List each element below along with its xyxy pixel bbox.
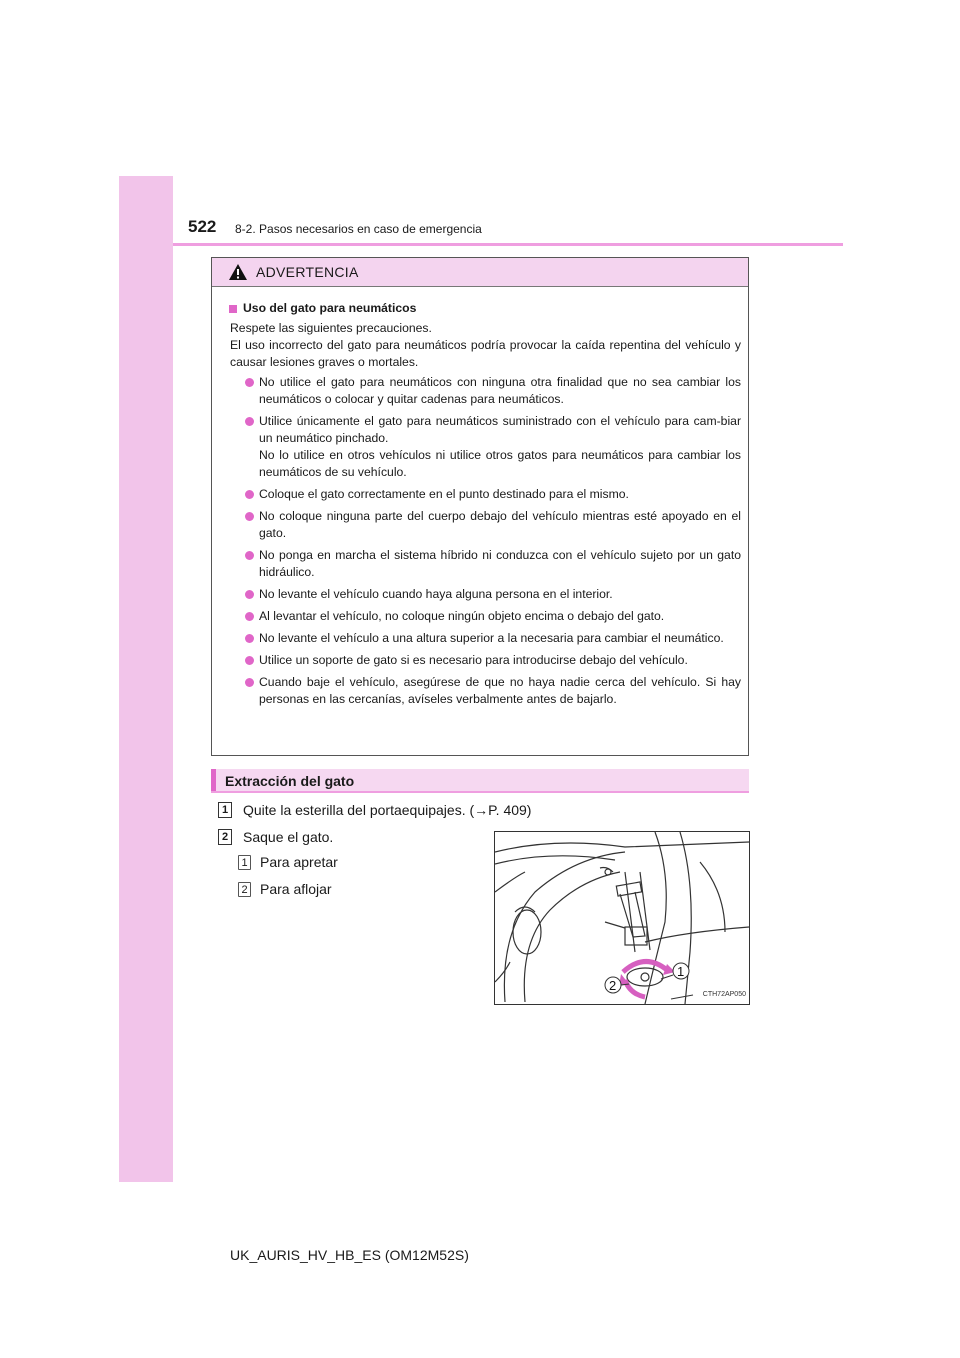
chapter-section-title: 8-2. Pasos necesarios en caso de emergencia [235, 222, 482, 236]
list-item: No utilice el gato para neumáticos con ninguna otra finalidad que no sea cambiar los neumáticos o colocar y quitar cadenas para neumáticos. [246, 374, 741, 408]
bullet-dot-icon [245, 678, 254, 687]
warning-intro [230, 320, 741, 371]
section-heading [211, 769, 749, 793]
bullet-dot-icon [245, 634, 254, 643]
section-heading-accent [211, 769, 216, 791]
bullet-dot-icon [245, 590, 254, 599]
warning-title: ADVERTENCIA [256, 264, 359, 280]
callout-1-text: Para apretar [260, 854, 338, 870]
callout-number-2: 2 [238, 882, 251, 897]
list-item: No ponga en marcha el sistema híbrido ni conduzca con el vehículo sujeto por un gato hidráulico. [246, 547, 741, 581]
page-number: 522 [188, 217, 217, 236]
jack-illustration [494, 831, 750, 1005]
list-item: Utilice un soporte de gato si es necesario para introducirse debajo del vehículo. [246, 652, 741, 669]
bullet-dot-icon [245, 490, 254, 499]
step-number-1: 1 [218, 802, 232, 818]
bullet-dot-icon [245, 378, 254, 387]
bullet-dot-icon [245, 512, 254, 521]
step-1-text: Quite la esterilla del portaequipajes. (→P. 409) [243, 802, 532, 818]
bullet-dot-icon [245, 551, 254, 560]
warning-body [212, 287, 748, 708]
intro-line-2: El uso incorrecto del gato para neumáticos podría provocar la caída repentina del vehículo y causar lesiones graves o mortales. [230, 338, 741, 369]
side-color-band [119, 176, 173, 1182]
callout-2-text: Para aflojar [260, 881, 332, 897]
callout-number-1: 1 [238, 855, 251, 870]
square-bullet-icon [229, 305, 237, 313]
figure-code: CTH72AP050 [702, 991, 746, 998]
step-2-text: Saque el gato. [243, 829, 334, 845]
warning-subheading-text: Uso del gato para neumáticos [243, 301, 417, 315]
warning-header [212, 258, 748, 287]
header-divider [173, 243, 843, 246]
list-item: No levante el vehículo a una altura superior a la necesaria para cambiar el neumático. [246, 630, 741, 647]
list-item: Utilice únicamente el gato para neumáticos suministrado con el vehículo para cam-biar un neumático pinchado. No lo utilice en otros vehículos ni utilice otros gatos para neumáticos para cambiar los neumáticos de su vehículo. [246, 413, 741, 481]
bullet-dot-icon [245, 417, 254, 426]
list-item: No coloque ninguna parte del cuerpo debajo del vehículo mientras esté apoyado en el gato. [246, 508, 741, 542]
warning-triangle-icon [228, 263, 248, 281]
figure-label-1: 1 [677, 964, 685, 979]
warning-subheading [229, 300, 741, 317]
section-heading-text: Extracción del gato [225, 773, 355, 789]
list-item: Cuando baje el vehículo, asegúrese de que no haya nadie cerca del vehículo. Si hay personas en las cercanías, avíseles verbalmente antes de bajarlo. [246, 674, 741, 708]
bullet-dot-icon [245, 612, 254, 621]
intro-line-1: Respete las siguientes precauciones. [230, 321, 432, 335]
document-code: UK_AURIS_HV_HB_ES (OM12M52S) [230, 1247, 469, 1263]
warning-box [211, 257, 749, 756]
bullet-dot-icon [245, 656, 254, 665]
list-item: No levante el vehículo cuando haya alguna persona en el interior. [246, 586, 741, 603]
jack-drawing [495, 832, 749, 1004]
list-item: Coloque el gato correctamente en el punto destinado para el mismo. [246, 486, 741, 503]
list-item: Al levantar el vehículo, no coloque ningún objeto encima o debajo del gato. [246, 608, 741, 625]
step-number-2: 2 [218, 829, 232, 845]
figure-label-2: 2 [609, 978, 617, 993]
warning-bullet-list [229, 374, 741, 708]
